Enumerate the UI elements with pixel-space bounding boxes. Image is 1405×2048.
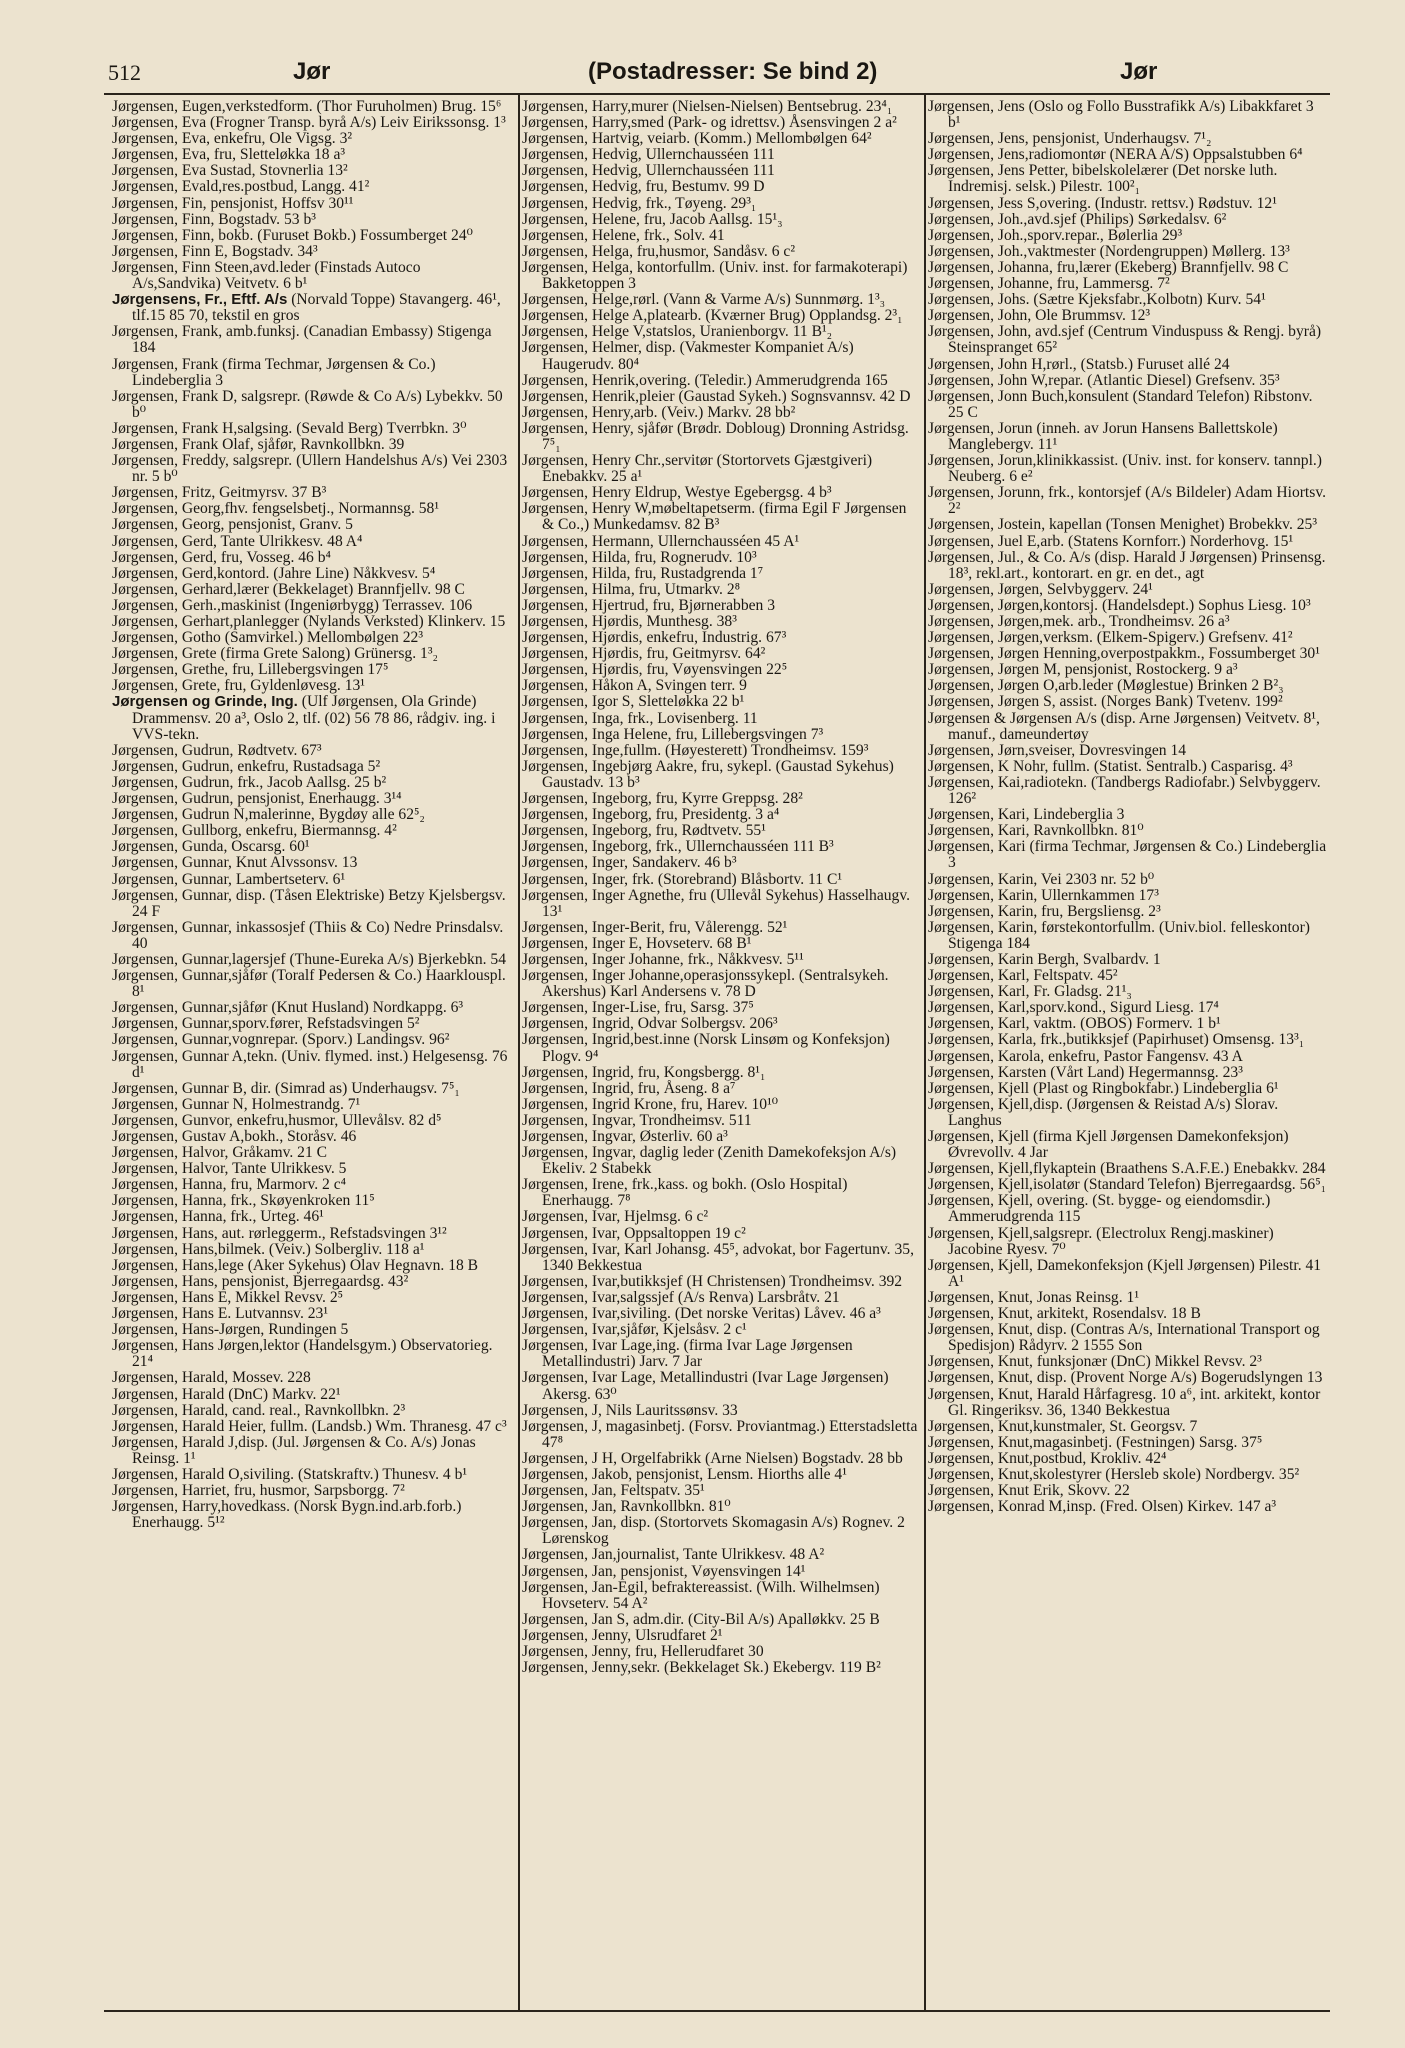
- directory-entry: Jørgensen, Eva, fru, Sletteløkka 18 a³: [112, 146, 346, 164]
- directory-entry: Jørgensen, Knut, arkitekt, Rosendalsv. 18 B: [928, 1305, 1201, 1323]
- directory-entry: Jørgensen, Hilma, fru, Utmarkv. 2⁸: [522, 580, 741, 598]
- directory-entry: Jørgensen, Eva, enkefru, Ole Vigsg. 3²: [112, 130, 353, 148]
- directory-entry: Jørgensen, Henry Chr.,servitør (Stortorvets Gjæstgiveri) Enebakkv. 25 a¹: [522, 452, 873, 486]
- directory-entry: Jørgensen, Johs. (Sætre Kjeksfabr.,Kolbotn) Kurv. 54¹: [928, 291, 1266, 309]
- directory-entry: Jørgensen, Henry W,møbeltapetserm. (firma Egil F Jørgensen & Co.,) Munkedamsv. 82 B³: [522, 500, 907, 534]
- directory-entry: Jørgensen, Jul., & Co. A/s (disp. Harald J Jørgensen) Prinsensg. 18³, rekl.art., kontorart. en gr. en det., agt: [928, 548, 1326, 582]
- directory-entry: Jørgensen, Gunnar A,tekn. (Univ. flymed. inst.) Helgesensg. 76 d¹: [112, 1047, 508, 1081]
- directory-entry: Jørgensen, Ingvar, Trondheimsv. 511: [522, 1111, 752, 1129]
- directory-entry: Jørgensen, Gunnar, Lambertseterv. 6¹: [112, 870, 346, 888]
- directory-entry: Jørgensen og Grinde, Ing. (Ulf Jørgensen, Ola Grinde) Drammensv. 20 a³, Oslo 2, tlf. (02) 56 78 86, rådgiv. ing. i VVS-tekn.: [112, 693, 496, 743]
- directory-entry: Jørgensen, Jonn Buch,konsulent (Standard Telefon) Ribstonv. 25 C: [928, 387, 1313, 421]
- directory-entry: Jørgensen, Kari (firma Techmar, Jørgensen & Co.) Lindeberglia 3: [928, 838, 1327, 872]
- directory-entry: Jørgensen, Hans E, Mikkel Revsv. 2⁵: [112, 1288, 344, 1306]
- directory-entry: Jørgensen, K Nohr, fullm. (Statist. Sentralb.) Casparisg. 4³: [928, 757, 1293, 775]
- directory-entry: Jørgensen, Ivar,siviling. (Det norske Veritas) Låvev. 46 a³: [522, 1305, 881, 1323]
- directory-entry: Jørgensen, Hanna, fru, Marmorv. 2 c⁴: [112, 1176, 347, 1194]
- directory-entry: Jørgensen, Gunnar B, dir. (Simrad as) Underhaugsv. 7⁵₁: [112, 1079, 460, 1097]
- directory-entry: Jørgensen, Fritz, Geitmyrsv. 37 B³: [112, 484, 327, 502]
- directory-entry: Jørgensen, Hjørdis, Munthesg. 38³: [522, 613, 737, 630]
- directory-entry: Jørgensen, Hans,bilmek. (Veiv.) Solbergliv. 118 a¹: [112, 1240, 425, 1258]
- directory-entry: Jørgensen, Grete, fru, Gyldenløvesg. 13¹: [112, 677, 365, 695]
- directory-entry: Jørgensen, Georg,fhv. fengselsbetj., Normannsg. 58¹: [112, 500, 440, 518]
- directory-entry: Jørgensen, Ivar,sjåfør, Kjelsåsv. 2 c¹: [522, 1321, 747, 1339]
- directory-entry: Jørgensen, Gerhart,planlegger (Nylands Verksted) Klinkerv. 15: [112, 613, 506, 630]
- directory-entry: Jørgensen, Helga, fru,husmor, Sandåsv. 6 c²: [522, 242, 795, 260]
- directory-entry: Jørgensen, Grete (firma Grete Salong) Grünersg. 1³₂: [112, 645, 438, 663]
- directory-entry: Jørgensen, Hanna, frk., Urteg. 46¹: [112, 1208, 324, 1226]
- directory-entry: Jørgensen, Karl, vaktm. (OBOS) Formerv. 1 b¹: [928, 1015, 1221, 1033]
- directory-entry: Jørgensen, Kjell,disp. (Jørgensen & Reistad A/s) Slorav. Langhus: [928, 1095, 1279, 1129]
- directory-entry: Jørgensen, Jørgen,verksm. (Elkem-Spigerv.) Grefsenv. 41²: [928, 629, 1293, 647]
- directory-entry: Jørgensen, Hanna, frk., Skøyenkroken 11⁵: [112, 1192, 375, 1210]
- directory-entry: Jørgensen, Jorun,klinikkassist. (Univ. inst. for konserv. tannpl.) Neuberg. 6 e²: [928, 452, 1322, 486]
- directory-entry: Jørgensen, Ivar Lage,ing. (firma Ivar Lage Jørgensen Metallindustri) Jarv. 7 Jar: [522, 1337, 853, 1371]
- directory-entry: Jørgensen, Harry,murer (Nielsen-Nielsen) Bentsebrug. 23⁴₁: [522, 98, 893, 115]
- directory-entry: Jørgensen, Ingrid, fru, Åseng. 8 a⁷: [522, 1079, 736, 1097]
- directory-entry: Jørgensen, Karla, frk.,butikksjef (Papirhuset) Omsensg. 13³₁: [928, 1031, 1305, 1049]
- directory-entry: Jørgensen, Helene, fru, Jacob Aallsg. 15¹₃: [522, 210, 783, 228]
- directory-entry: Jørgensen, Gudrun, Rødtvetv. 67³: [112, 741, 322, 759]
- directory-entry: Jørgensen, Igor S, Sletteløkka 22 b¹: [522, 693, 745, 711]
- directory-entry: Jørgensen, Karin, Vei 2303 nr. 52 b⁰: [928, 870, 1155, 888]
- directory-entry: Jørgensen, Gustav A,bokh., Storåsv. 46: [112, 1128, 357, 1145]
- directory-entry: Jørgensen, Karin, førstekontorfullm. (Univ.biol. felleskontor) Stigenga 184: [928, 918, 1310, 952]
- directory-entry: Jørgensen, Jorunn, frk., kontorsjef (A/s Bildeler) Adam Hiortsv. 2²: [928, 484, 1327, 518]
- directory-entry: Jørgensen, J H, Orgelfabrikk (Arne Nielsen) Bogstadv. 28 bb: [522, 1449, 903, 1467]
- directory-entry: Jørgensen, Harry,smed (Park- og idrettsv.) Åsensvingen 2 a²: [522, 114, 897, 132]
- directory-entry: Jørgensen, Gerhard,lærer (Bekkelaget) Brannfjellv. 98 C: [112, 580, 465, 598]
- directory-entry: Jørgensen, J, Nils Lauritssønsv. 33: [522, 1401, 738, 1419]
- directory-entry: Jørgensen, Gullborg, enkefru, Biermannsg. 4²: [112, 822, 397, 840]
- directory-entry: Jørgensen, Hans, aut. rørleggerm., Refstadsvingen 3¹²: [112, 1224, 447, 1242]
- directory-entry: Jørgensen, Finn, bokb. (Furuset Bokb.) Fossumberget 24⁰: [112, 226, 473, 244]
- directory-entry: Jørgensen, Karl, Feltspatv. 45²: [928, 967, 1118, 985]
- directory-entry: Jørgensen, Jenny,sekr. (Bekkelaget Sk.) Ekebergv. 119 B²: [522, 1659, 881, 1677]
- directory-entry: Jørgensen, Hermann, Ullernchausséen 45 A¹: [522, 532, 800, 550]
- directory-entry: Jørgensen, Helene, frk., Solv. 41: [522, 226, 725, 244]
- column-3: [928, 99, 1328, 1515]
- directory-entry: Jørgensen, Johanne, fru, Lammersg. 7²: [928, 275, 1170, 293]
- directory-entry: Jørgensen, Jan, disp. (Stortorvets Skomagasin A/s) Rognev. 2 Lørenskog: [522, 1514, 905, 1548]
- directory-entry: Jørgensen, Jørgen S, assist. (Norges Bank) Tvetenv. 199²: [928, 693, 1283, 711]
- directory-entry: Jørgensen, Knut, disp. (Contras A/s, International Transport og Spedisjon) Rådyrv. 2 1555 Son: [928, 1321, 1320, 1355]
- directory-entry: Jørgensen, Jens Petter, bibelskolelærer (Det norske luth. Indremisj. selsk.) Pilestr. 100²₁: [928, 162, 1278, 196]
- directory-entry: Jørgensen, Hartvig, veiarb. (Komm.) Mellombølgen 64²: [522, 130, 872, 148]
- directory-entry: Jørgensen, Ingvar, Østerliv. 60 a³: [522, 1128, 728, 1145]
- directory-entry: Jørgensen, Evald,res.postbud, Langg. 41²: [112, 178, 370, 196]
- directory-entry: Jørgensen, Georg, pensjonist, Granv. 5: [112, 516, 353, 534]
- directory-entry: Jørgensen, Ingrid Krone, fru, Harev. 10¹⁰: [522, 1095, 779, 1113]
- directory-entry: Jørgensen, Harald O,siviling. (Statskraftv.) Thunesv. 4 b¹: [112, 1465, 468, 1483]
- directory-entry: Jørgensen, Hans Jørgen,lektor (Handelsgym.) Observatorieg. 21⁴: [112, 1337, 493, 1371]
- directory-entry: Jørgensen, Kjell, overing. (St. bygge- og eiendomsdir.) Ammerudgrenda 115: [928, 1192, 1271, 1226]
- header-right-word: Jør: [1120, 58, 1158, 85]
- directory-entry: Jørgensen, Gerd, Tante Ulrikkesv. 48 A⁴: [112, 532, 363, 550]
- page-header: [108, 58, 1328, 94]
- directory-entry: Jørgensen, Ingeborg, frk., Ullernchausséen 111 B³: [522, 838, 834, 856]
- directory-entry: Jørgensen, Joh.,vaktmester (Nordengruppen) Møllerg. 13³: [928, 242, 1290, 260]
- directory-entry: Jørgensen, J, magasinbetj. (Forsv. Proviantmag.) Etterstadsletta 47⁸: [522, 1417, 918, 1451]
- directory-entry: Jørgensen, Gunnar, Knut Alvssonsv. 13: [112, 854, 358, 872]
- header-left-word: Jør: [293, 58, 331, 85]
- directory-entry: Jørgensen, Harald Heier, fullm. (Landsb.) Wm. Thranesg. 47 c³: [112, 1417, 507, 1435]
- directory-entry: Jørgensen, Hilda, fru, Rustadgrenda 1⁷: [522, 564, 764, 582]
- directory-entry: Jørgensen, Gudrun, frk., Jacob Aallsg. 25 b²: [112, 773, 387, 791]
- directory-entry: Jørgensen, Kjell,salgsrepr. (Electrolux Rengj.maskiner) Jacobine Ryesv. 7⁰: [928, 1224, 1274, 1258]
- directory-entry: Jørgensen, Jens, pensjonist, Underhaugsv. 7¹₂: [928, 130, 1212, 148]
- directory-entry: Jørgensen, Karl,sporv.kond., Sigurd Liesg. 17⁴: [928, 999, 1219, 1017]
- directory-entry: Jørgensen, Ingeborg, fru, Kyrre Greppsg. 28²: [522, 790, 803, 808]
- directory-entry: Jørgensen, Knut,kunstmaler, St. Georgsv. 7: [928, 1417, 1198, 1435]
- directory-entry: Jørgensen, Jørn,sveiser, Dovresvingen 14: [928, 741, 1187, 759]
- directory-entry: Jørgensen, Karin, Ullernkammen 17³: [928, 886, 1159, 904]
- directory-entry: Jørgensen, Knut, disp. (Provent Norge A/s) Bogerudslyngen 13: [928, 1369, 1323, 1387]
- directory-entry: Jørgensen, Gerd,kontord. (Jahre Line) Nåkkvesv. 5⁴: [112, 564, 436, 582]
- directory-entry: Jørgensen, Knut,postbud, Krokliv. 42⁴: [928, 1449, 1167, 1467]
- directory-entry: Jørgensen, Gudrun N,malerinne, Bygdøy alle 62⁵₂: [112, 806, 425, 824]
- directory-entry: Jørgensen, Finn Steen,avd.leder (Finstads Autoco A/s,Sandvika) Veitvetv. 6 b¹: [112, 258, 421, 293]
- directory-entry: Jørgensen, Ivar,butikksjef (H Christensen) Trondheimsv. 392: [522, 1272, 903, 1290]
- directory-entry: Jørgensen, Kjell,isolatør (Standard Telefon) Bjerregaardsg. 56⁵₁: [928, 1176, 1327, 1194]
- directory-entry: Jørgensen, Inger Johanne, frk., Nåkkvesv. 5¹¹: [522, 950, 804, 968]
- directory-entry: Jørgensen, Inger-Berit, fru, Vålerengg. 52¹: [522, 918, 788, 936]
- directory-entry: Jørgensen, Gerh.,maskinist (Ingeniørbygg) Terrassev. 106: [112, 596, 473, 614]
- directory-entry: Jørgensen, Jens (Oslo og Follo Busstrafikk A/s) Libakkfaret 3 b¹: [928, 98, 1314, 132]
- directory-entry: Jørgensen, Håkon A, Svingen terr. 9: [522, 677, 747, 695]
- directory-entry: Jørgensen, Gunnar,sjåfør (Toralf Pedersen & Co.) Haarklouspl. 8¹: [112, 967, 506, 1001]
- directory-entry: Jørgensen, Joh.,avd.sjef (Philips) Sørkedalsv. 6²: [928, 210, 1227, 228]
- directory-entry: Jørgensen, Ivar, Oppsaltoppen 19 c²: [522, 1224, 746, 1242]
- directory-entry: Jørgensen, Fin, pensjonist, Hoffsv 30¹¹: [112, 194, 354, 212]
- directory-entry: Jørgensen, Hans E. Lutvannsv. 23¹: [112, 1305, 329, 1323]
- directory-entry: Jørgensen, Jan,journalist, Tante Ulrikkesv. 48 A²: [522, 1546, 825, 1564]
- directory-entry: Jørgensen, Knut Erik, Skovv. 22: [928, 1482, 1130, 1500]
- directory-entry: Jørgensen, Jørgen M, pensjonist, Rostockerg. 9 a³: [928, 661, 1238, 679]
- directory-entry: Jørgensen, Hedvig, Ullernchausséen 111: [522, 146, 775, 164]
- directory-entry: Jørgensen, Eva Sustad, Stovnerlia 13²: [112, 162, 348, 180]
- directory-entry: Jørgensen, Ingvar, daglig leder (Zenith Damekofeksjon A/s) Ekeliv. 2 Stabekk: [522, 1144, 897, 1178]
- directory-entry: Jørgensen, Ingebjørg Aakre, fru, sykepl. (Gaustad Sykehus) Gaustadv. 13 b³: [522, 757, 894, 791]
- directory-entry: Jørgensen, Jørgen,kontorsj. (Handelsdept.) Sophus Liesg. 10³: [928, 596, 1311, 614]
- directory-entry: Jørgensen, Kari, Lindeberglia 3: [928, 806, 1125, 824]
- directory-entry: Jørgensen, Gunnar, disp. (Tåsen Elektriske) Betzy Kjelsbergsv. 24 F: [112, 886, 506, 920]
- directory-entry: Jørgensen, Gunnar N, Holmestrandg. 7¹: [112, 1095, 361, 1113]
- directory-entry: Jørgensen, Helga, kontorfullm. (Univ. inst. for farmakoterapi) Bakketoppen 3: [522, 258, 908, 293]
- directory-entry: Jørgensen, Gunnar,sjåfør (Knut Husland) Nordkappg. 6³: [112, 999, 464, 1017]
- directory-entry: Jørgensen, Kjell,flykaptein (Braathens S.A.F.E.) Enebakkv. 284: [928, 1160, 1326, 1178]
- directory-entry: Jørgensen, Hilda, fru, Rognerudv. 10³: [522, 548, 757, 566]
- directory-entry: Jørgensen, Hedvig, fru, Bestumv. 99 D: [522, 178, 765, 196]
- directory-entry: Jørgensen, Henry, sjåfør (Brødr. Dobloug) Dronning Astridsg. 7⁵₁: [522, 419, 909, 453]
- directory-entry: Jørgensen, Henrik,pleier (Gaustad Sykeh.) Sognsvannsv. 42 D: [522, 387, 911, 405]
- column-2: [522, 99, 922, 1676]
- column-divider-right: [924, 95, 926, 2010]
- directory-entry: Jørgensen, Inger Johanne,operasjonssykepl. (Sentralsykeh. Akershus) Karl Andersens v. 78 D: [522, 967, 889, 1001]
- directory-entry: Jørgensen, Ivar,salgssjef (A/s Renva) Larsbråtv. 21: [522, 1288, 840, 1306]
- directory-entry: Jørgensen, Helge,rørl. (Vann & Varme A/s) Sunnmørg. 1³₃: [522, 291, 886, 309]
- directory-entry: Jørgensen, Harald, cand. real., Ravnkollbkn. 2³: [112, 1401, 406, 1419]
- directory-entry: Jørgensen, Ingrid, fru, Kongsbergg. 8¹₁: [522, 1063, 766, 1081]
- directory-entry: Jørgensen, Jan S, adm.dir. (City-Bil A/s) Apalløkkv. 25 B: [522, 1610, 880, 1628]
- directory-entry: Jørgensen, Gunvor, enkefru,husmor, Ullevålsv. 82 d⁵: [112, 1111, 442, 1129]
- directory-entry: Jørgensen, Karin, fru, Bergsliensg. 2³: [928, 902, 1161, 920]
- directory-entry: Jørgensen, Jan, Feltspatv. 35¹: [522, 1482, 705, 1500]
- directory-entry: Jørgensen, Inger, Sandakerv. 46 b³: [522, 854, 737, 872]
- directory-entry: Jørgensen, Hans, pensjonist, Bjerregaardsg. 43²: [112, 1272, 409, 1290]
- directory-entry: Jørgensen, Frank Olaf, sjåfør, Ravnkollbkn. 39: [112, 435, 405, 453]
- directory-entry: Jørgensen, Inga Helene, fru, Lillebergsvingen 7³: [522, 725, 824, 743]
- page-number: 512: [108, 60, 141, 85]
- directory-entry: Jørgensen, Hjørdis, enkefru, Industrig. 67³: [522, 629, 787, 647]
- directory-entry: Jørgensen, Inge,fullm. (Høyesterett) Trondheimsv. 159³: [522, 741, 869, 759]
- directory-entry: Jørgensen, Freddy, salgsrepr. (Ullern Handelshus A/s) Vei 2303 nr. 5 b⁰: [112, 452, 508, 486]
- directory-entry: Jørgensen, Grethe, fru, Lillebergsvingen 17⁵: [112, 661, 389, 679]
- directory-entry: Jørgensen, Henry,arb. (Veiv.) Markv. 28 bb²: [522, 403, 796, 421]
- directory-entry: Jørgensen, Inger, frk. (Storebrand) Blåsbortv. 11 C¹: [522, 870, 843, 888]
- directory-entry: Jørgensen, Ingeborg, fru, Rødtvetv. 55¹: [522, 822, 766, 840]
- directory-entry: Jørgensen, Inga, frk., Lovisenberg. 11: [522, 709, 758, 727]
- directory-entry: Jørgensen, John H,rørl., (Statsb.) Furuset allé 24: [928, 355, 1230, 373]
- directory-entry: Jørgensen, Ivar Lage, Metallindustri (Ivar Lage Jørgensen) Akersg. 63⁰: [522, 1369, 889, 1403]
- header-rule: [104, 93, 1330, 95]
- directory-entry: Jørgensen, Henry Eldrup, Westye Egebergsg. 4 b³: [522, 484, 832, 502]
- directory-entry: Jørgensen, Jenny, Ulsrudfaret 2¹: [522, 1626, 723, 1644]
- directory-entry: Jørgensen, Harriet, fru, husmor, Sarpsborgg. 7²: [112, 1482, 405, 1500]
- directory-entry: Jørgensen, Harald (DnC) Markv. 22¹: [112, 1385, 341, 1403]
- directory-entry: Jørgensen, Inger-Lise, fru, Sarsg. 37⁵: [522, 999, 754, 1017]
- column-divider-left: [518, 95, 520, 2010]
- directory-entry: Jørgensen, Halvor, Gråkamv. 21 C: [112, 1144, 328, 1162]
- directory-entry: Jørgensen, Helge A,platearb. (Kværner Brug) Opplandsg. 2³₁: [522, 307, 903, 325]
- directory-entry: Jørgensen & Jørgensen A/s (disp. Arne Jørgensen) Veitvetv. 8¹, manuf., dameundertøy: [928, 709, 1320, 743]
- directory-entry: Jørgensen, Gunnar, inkassosjef (Thiis & Co) Nedre Prinsdalsv. 40: [112, 918, 504, 952]
- directory-entry: Jørgensen, Konrad M,insp. (Fred. Olsen) Kirkev. 147 a³: [928, 1498, 1277, 1516]
- directory-entry: Jørgensen, Hans-Jørgen, Rundingen 5: [112, 1321, 349, 1339]
- column-1: [112, 99, 512, 1531]
- directory-entry: Jørgensen, Hans,lege (Aker Sykehus) Olav Hegnavn. 18 B: [112, 1256, 479, 1274]
- directory-entry: Jørgensen, Karl, Fr. Gladsg. 21¹₃: [928, 983, 1132, 1001]
- directory-entry: Jørgensen, Harald, Mossev. 228: [112, 1369, 311, 1387]
- directory-entry: Jørgensen, Hedvig, frk., Tøyeng. 29³₁: [522, 194, 757, 212]
- directory-entry: Jørgensen, Finn E, Bogstadv. 34³: [112, 242, 318, 260]
- directory-entry: Jørgensen, Joh.,sporv.repar., Bølerlia 29³: [928, 226, 1183, 244]
- directory-entry: Jørgensen, Jakob, pensjonist, Lensm. Hiorths alle 4¹: [522, 1465, 847, 1483]
- directory-entry: Jørgensen, Jorun (inneh. av Jorun Hansens Ballettskole) Manglebergv. 11¹: [928, 419, 1278, 453]
- directory-entry: Jørgensen, Finn, Bogstadv. 53 b³: [112, 210, 316, 228]
- directory-entry: Jørgensen, Harry,hovedkass. (Norsk Bygn.ind.arb.forb.) Enerhaugg. 5¹²: [112, 1498, 462, 1532]
- footer-rule: [104, 2010, 1330, 2012]
- directory-entry: Jørgensen, Jostein, kapellan (Tonsen Menighet) Brobekkv. 25³: [928, 516, 1318, 534]
- directory-entry: Jørgensen, Gunnar,vognrepar. (Sporv.) Landingsv. 96²: [112, 1031, 450, 1049]
- directory-entry: Jørgensen, Eugen,verkstedform. (Thor Furuholmen) Brug. 15⁶: [112, 98, 502, 115]
- directory-entry: Jørgensen, Henrik,overing. (Teledir.) Ammerudgrenda 165: [522, 371, 888, 389]
- directory-entry: Jørgensen, Frank (firma Techmar, Jørgensen & Co.) Lindeberglia 3: [112, 355, 436, 389]
- directory-entry: Jørgensen, Ingrid,best.inne (Norsk Linsøm og Konfeksjon) Plogv. 9⁴: [522, 1031, 890, 1065]
- directory-entry: Jørgensen, Jan, Ravnkollbkn. 81⁰: [522, 1498, 731, 1516]
- directory-entry: Jørgensen, Frank D, salgsrepr. (Røwde & Co A/s) Lybekkv. 50 b⁰: [112, 387, 503, 421]
- directory-entry: Jørgensen, Jess S,overing. (Industr. rettsv.) Rødstuv. 12¹: [928, 194, 1277, 212]
- directory-entry: Jørgensen, Frank, amb.funksj. (Canadian Embassy) Stigenga 184: [112, 323, 492, 357]
- directory-entry: Jørgensen, Kjell, Damekonfeksjon (Kjell Jørgensen) Pilestr. 41 A¹: [928, 1256, 1322, 1290]
- directory-entry: Jørgensen, John, Ole Brummsv. 12³: [928, 307, 1151, 325]
- directory-entry: Jørgensen, Gudrun, pensjonist, Enerhaugg. 3¹⁴: [112, 790, 402, 808]
- directory-entry: Jørgensen, Ingrid, Odvar Solbergsv. 206³: [522, 1015, 778, 1033]
- directory-entry: Jørgensen, Kjell (Plast og Ringbokfabr.) Lindeberglia 6¹: [928, 1079, 1279, 1097]
- directory-entry: Jørgensen, Kai,radiotekn. (Tandbergs Radiofabr.) Selvbyggerv. 126²: [928, 773, 1321, 808]
- directory-entry: Jørgensen, Gunnar,sporv.fører, Refstadsvingen 5²: [112, 1015, 420, 1033]
- directory-entry: Jørgensen, Jørgen Henning,overpostpakkm., Fossumberget 30¹: [928, 645, 1320, 663]
- directory-entry: Jørgensen, Gudrun, enkefru, Rustadsaga 5²: [112, 757, 381, 775]
- directory-entry: Jørgensen, Knut, funksjonær (DnC) Mikkel Revsv. 2³: [928, 1353, 1262, 1371]
- directory-entry: Jørgensen, Eva (Frogner Transp. byrå A/s) Leiv Eirikssonsg. 1³: [112, 114, 506, 132]
- directory-entry: Jørgensen, Gunda, Oscarsg. 60¹: [112, 838, 310, 856]
- directory-entry: Jørgensen, Ivar, Karl Johansg. 45⁵, advokat, bor Fagertunv. 35, 1340 Bekkestua: [522, 1240, 914, 1274]
- directory-entry: Jørgensen, John W,repar. (Atlantic Diesel) Grefsenv. 35³: [928, 371, 1280, 389]
- directory-entry: Jørgensen, Knut,magasinbetj. (Festningen) Sarsg. 37⁵: [928, 1433, 1263, 1451]
- directory-entry: Jørgensens, Fr., Eftf. A/s (Norvald Toppe) Stavangerg. 46¹, tlf.15 85 70, tekstil en gros: [112, 291, 501, 325]
- directory-entry: Jørgensen, Karin Bergh, Svalbardv. 1: [928, 950, 1161, 968]
- directory-entry: Jørgensen, Frank H,salgsing. (Sevald Berg) Tverrbkn. 3⁰: [112, 419, 467, 437]
- header-center-note: (Postadresser: Se bind 2): [588, 58, 878, 85]
- directory-entry: Jørgensen, Juel E,arb. (Statens Kornforr.) Norderhovg. 15¹: [928, 532, 1294, 550]
- directory-entry: Jørgensen, Gerd, fru, Vosseg. 46 b⁴: [112, 548, 331, 566]
- directory-entry: Jørgensen, Johanna, fru,lærer (Ekeberg) Brannfjellv. 98 C: [928, 258, 1289, 276]
- directory-entry: Jørgensen, Knut, Jonas Reinsg. 1¹: [928, 1288, 1139, 1306]
- directory-entry: Jørgensen, Kjell (firma Kjell Jørgensen Damekonfeksjon) Øvrevollv. 4 Jar: [928, 1128, 1289, 1162]
- directory-entry: Jørgensen, Ivar, Hjelmsg. 6 c²: [522, 1208, 709, 1226]
- directory-entry: Jørgensen, Halvor, Tante Ulrikkesv. 5: [112, 1160, 347, 1178]
- directory-entry: Jørgensen, Helge V,statslos, Uranienborgv. 11 B¹₂: [522, 323, 833, 341]
- directory-entry: Jørgensen, Hedvig, Ullernchausséen 111: [522, 162, 775, 180]
- directory-entry: Jørgensen, Jørgen O,arb.leder (Møglestue) Brinken 2 B²₃: [928, 677, 1284, 695]
- directory-entry: Jørgensen, Jens,radiomontør (NERA A/S) Oppsalstubben 6⁴: [928, 146, 1303, 164]
- directory-entry: Jørgensen, Jørgen, Selvbyggerv. 24¹: [928, 580, 1153, 598]
- directory-entry: Jørgensen, Jenny, fru, Hellerudfaret 30: [522, 1643, 764, 1660]
- directory-entry: Jørgensen, Kari, Ravnkollbkn. 81⁰: [928, 822, 1144, 840]
- directory-entry: Jørgensen, Jan-Egil, befraktereassist. (Wilh. Wilhelmsen) Hovseterv. 54 A²: [522, 1578, 880, 1612]
- directory-entry: Jørgensen, Jørgen,mek. arb., Trondheimsv. 26 a³: [928, 613, 1230, 630]
- directory-entry: Jørgensen, Knut, Harald Hårfagresg. 10 a⁶, int. arkitekt, kontor Gl. Ringeriksv. 36, 1340 Bekkestua: [928, 1385, 1321, 1419]
- directory-entry: Jørgensen, John, avd.sjef (Centrum Vinduspuss & Rengj. byrå) Steinspranget 65²: [928, 323, 1322, 357]
- directory-entry: Jørgensen, Irene, frk.,kass. og bokh. (Oslo Hospital) Enerhaugg. 7⁸: [522, 1176, 848, 1210]
- directory-entry: Jørgensen, Harald J,disp. (Jul. Jørgensen & Co. A/s) Jonas Reinsg. 1¹: [112, 1433, 476, 1467]
- directory-entry: Jørgensen, Gunnar,lagersjef (Thune-Eureka A/s) Bjerkebkn. 54: [112, 950, 507, 968]
- directory-entry: Jørgensen, Karsten (Vårt Land) Hegermannsg. 23³: [928, 1063, 1243, 1081]
- directory-entry: Jørgensen, Jan, pensjonist, Vøyensvingen 14¹: [522, 1562, 806, 1580]
- directory-entry: Jørgensen, Ingeborg, fru, Presidentg. 3 a⁴: [522, 806, 780, 824]
- directory-entry: Jørgensen, Knut,skolestyrer (Hersleb skole) Nordbergv. 35²: [928, 1465, 1300, 1483]
- directory-entry: Jørgensen, Inger E, Hovseterv. 68 B¹: [522, 934, 752, 952]
- directory-entry: Jørgensen, Helmer, disp. (Vakmester Kompaniet A/s) Haugerudv. 80⁴: [522, 339, 854, 373]
- directory-entry: Jørgensen, Hjørdis, fru, Geitmyrsv. 64²: [522, 645, 766, 663]
- directory-entry: Jørgensen, Gotho (Samvirkel.) Mellombølgen 22³: [112, 629, 424, 647]
- directory-entry: Jørgensen, Hjertrud, fru, Bjørnerabben 3: [522, 596, 776, 614]
- directory-entry: Jørgensen, Hjørdis, fru, Vøyensvingen 22⁵: [522, 661, 788, 679]
- directory-entry: Jørgensen, Karola, enkefru, Pastor Fangensv. 43 A: [928, 1047, 1243, 1065]
- directory-entry: Jørgensen, Inger Agnethe, fru (Ullevål Sykehus) Hasselhaugv. 13¹: [522, 886, 911, 920]
